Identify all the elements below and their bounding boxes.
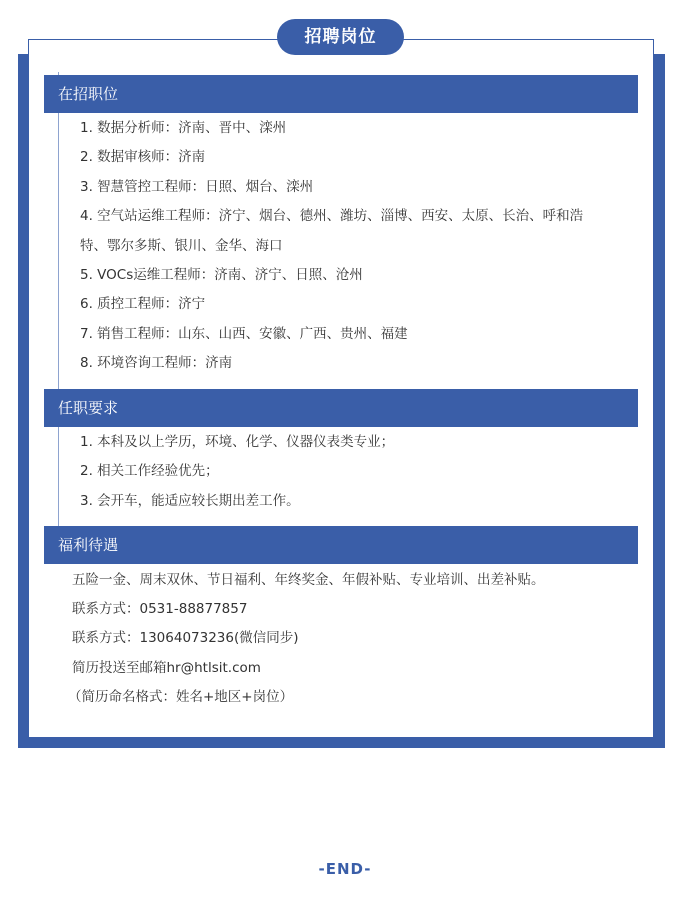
guide-line [58,113,59,389]
list-item: 4. 空气站运维工程师：济宁、烟台、德州、潍坊、淄博、西安、太原、长治、呼和浩 [80,208,584,224]
list-item: 3. 会开车，能适应较长期出差工作。 [80,493,300,509]
list-item: 5. VOCs运维工程师：济南、济宁、日照、沧州 [80,267,363,283]
list-item: 3. 智慧管控工程师：日照、烟台、滦州 [80,179,314,195]
list-item: 8. 环境咨询工程师：济南 [80,355,233,371]
list-item: 1. 本科及以上学历，环境、化学、仪器仪表类专业； [80,434,395,450]
page-title: 招聘岗位 [277,19,404,55]
end-mark: -END- [318,860,372,878]
section-heading-requirements: 任职要求 [44,389,638,427]
list-item: 6. 质控工程师：济宁 [80,296,206,312]
resume-format-note: （简历命名格式：姓名+地区+岗位） [68,689,294,705]
list-item: 2. 相关工作经验优先； [80,463,219,479]
list-item: 7. 销售工程师：山东、山西、安徽、广西、贵州、福建 [80,326,408,342]
contact-email: 简历投送至邮箱hr@htlsit.com [72,660,261,676]
list-item: 五险一金、周末双休、节日福利、年终奖金、年假补贴、专业培训、出差补贴。 [72,572,545,588]
section-heading-positions: 在招职位 [44,75,638,113]
list-item: 特、鄂尔多斯、银川、金华、海口 [80,238,283,254]
list-item: 1. 数据分析师：济南、晋中、滦州 [80,120,287,136]
contact-phone: 联系方式：0531-88877857 [72,601,248,617]
section-heading-benefits: 福利待遇 [44,526,638,564]
list-item: 2. 数据审核师：济南 [80,149,206,165]
contact-mobile: 联系方式：13064073236(微信同步) [72,630,299,646]
guide-line [58,427,59,526]
